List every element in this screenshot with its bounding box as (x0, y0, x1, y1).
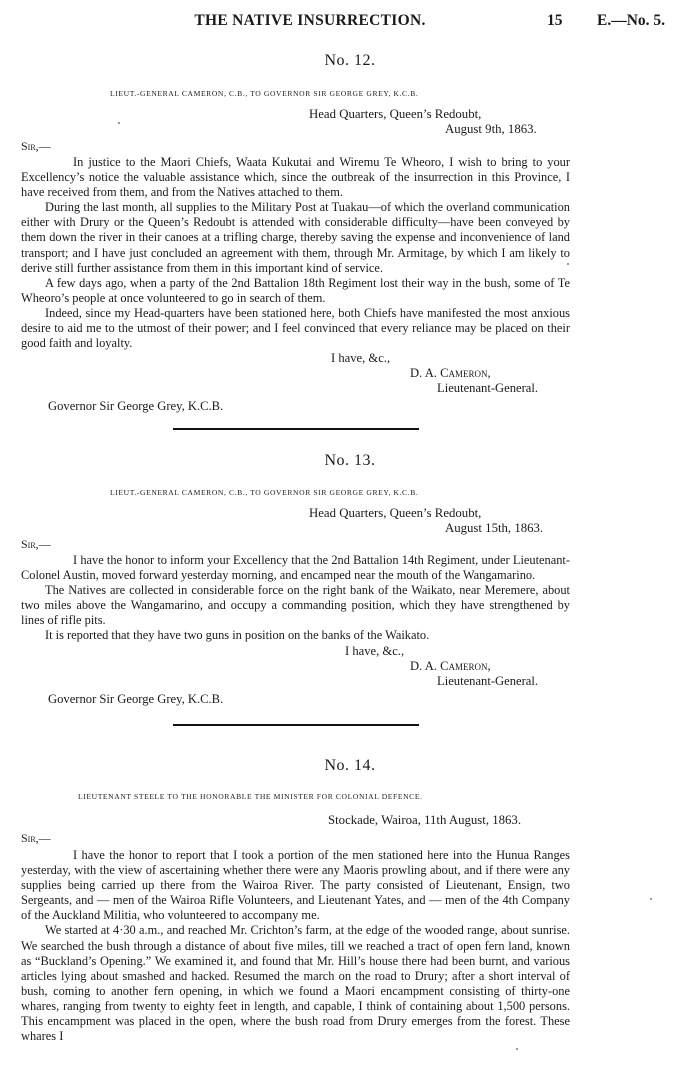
letter-13 (0, 452, 700, 707)
session-reference: E.—No. 5. (597, 12, 666, 29)
salutation: Sir,— (21, 139, 51, 153)
letter-address: LIEUT.-GENERAL CAMERON, C.B., TO GOVERNOR SIR GEORGE GREY, K.C.B. (110, 89, 419, 98)
recipient: Governor Sir George Grey, K.C.B. (48, 691, 224, 706)
paragraph: We started at 4·30 a.m., and reached Mr. Crichton’s farm, at the edge of the wooded range, about sunrise. We searched the bush through a distance of about five miles, till we reached a tract of open fern land, known as “Buckland’s Opening.” We examined it, and found that Mr. Hill’s house there had been burnt, and various articles lying about smashed and hacked. Resumed the march on the road to Drury; after a short interval of bush, coming to another fern opening, in which we found a Maori encampment consisting of thirty-one whares, ranging from twenty to eighty feet in length, and capable, I think of containing about 1,500 persons. This encampment was placed in the open, where the bush road from Drury emerges from the forest. These whares I (21, 923, 570, 1044)
letter-closing (0, 351, 700, 396)
letter-14 (0, 757, 700, 1044)
paragraph: Indeed, since my Head-quarters have been stationed here, both Chiefs have manifested the most anxious desire to aid me to the utmost of their power; and I feel convinced that every reliance may be placed on their good faith and loyalty. (21, 305, 570, 351)
paragraph: The Natives are collected in considerable force on the right bank of the Waikato, near Meremere, about two miles above the Wangamarino, and occupy a commanding position, which they have strengthened by lines of rifle pits. (21, 583, 570, 628)
salutation: Sir,— (21, 831, 51, 845)
paragraph: I have the honor to report that I took a portion of the men stationed here into the Hunua Ranges yesterday, with the view of ascertaining whether there were any Maoris prowling about, and if there were any supplies being carried up there from the Wairoa River. The party consisted of Lieutenant, Ensign, two Sergeants, and — men of the Wairoa Rifle Volunteers, and Lieutenant Yates, and — men of the 4th Company of the Auckland Militia, who volunteered to accompany me. (21, 848, 570, 923)
paragraph: I have the honor to inform your Excellency that the 2nd Battalion 14th Regiment, under Lieutenant-Colonel Austin, moved forward yesterday morning, and encamped near the mouth of the Wangamarino. (21, 553, 570, 583)
letter-body (21, 848, 570, 1044)
paragraph: It is reported that they have two guns in position on the banks of the Waikato. (45, 628, 430, 643)
letter-address: LIEUT.-GENERAL CAMERON, C.B., TO GOVERNOR SIR GEORGE GREY, K.C.B. (110, 488, 419, 497)
signatory-rank: Lieutenant-General. (437, 381, 539, 396)
dateline-place: Head Quarters, Queen’s Redoubt, (309, 107, 482, 121)
print-speck (516, 1048, 518, 1050)
paragraph: A few days ago, when a party of the 2nd Battalion 18th Regiment lost their way in the bush, some of Te Wheoro’s people at once volunteered to go in search of them. (21, 275, 570, 305)
letter-number: No. 13. (324, 452, 376, 469)
dateline-place: Stockade, Wairoa, 11th August, 1863. (328, 813, 522, 827)
dateline-date: August 9th, 1863. (445, 122, 537, 136)
section-divider (173, 428, 419, 430)
letter-body (21, 553, 570, 644)
letter-dateline (0, 813, 700, 828)
recipient: Governor Sir George Grey, K.C.B. (48, 399, 224, 414)
print-speck (567, 263, 569, 265)
letter-dateline (0, 107, 700, 137)
letter-number: No. 12. (324, 52, 376, 69)
running-header (0, 10, 700, 32)
letter-address: LIEUTENANT STEELE TO THE HONORABLE THE MINISTER FOR COLONIAL DEFENCE. (78, 792, 423, 801)
closing-formula: I have, &c., (345, 643, 405, 658)
letter-12 (0, 52, 700, 414)
print-speck (650, 898, 652, 900)
signature: D. A. Cameron, (410, 658, 491, 673)
signatory-rank: Lieutenant-General. (437, 673, 539, 688)
signature: D. A. Cameron, (410, 366, 491, 381)
letter-number: No. 14. (324, 757, 376, 774)
running-title: THE NATIVE INSURRECTION. (194, 12, 426, 29)
dateline-place: Head Quarters, Queen’s Redoubt, (309, 506, 482, 520)
section-divider (173, 724, 419, 726)
closing-formula: I have, &c., (331, 351, 391, 366)
letter-closing (0, 644, 700, 689)
print-speck (118, 122, 120, 124)
dateline-date: August 15th, 1863. (445, 521, 544, 535)
paragraph: In justice to the Maori Chiefs, Waata Kukutai and Wiremu Te Wheoro, I wish to bring to your Excellency’s notice the valuable assistance which, since the outbreak of the insurrection in this Province, I have received from them, and from the Natives attached to them. (21, 155, 570, 200)
salutation: Sir,— (21, 537, 51, 551)
page-number: 15 (547, 12, 563, 29)
letter-dateline (0, 506, 700, 536)
paragraph: During the last month, all supplies to the Military Post at Tuakau—of which the overland communication either with Drury or the Queen’s Redoubt is attended with considerable difficulty—have been conveyed by them down the river in their canoes at a trifling charge, thereby saving the expense and inconvenience of land transport; and I have just concluded an agreement with them, through Mr. Armitage, by which I am likely to derive still further assistance from them in this important kind of service. (21, 200, 570, 275)
letter-body (21, 155, 570, 351)
